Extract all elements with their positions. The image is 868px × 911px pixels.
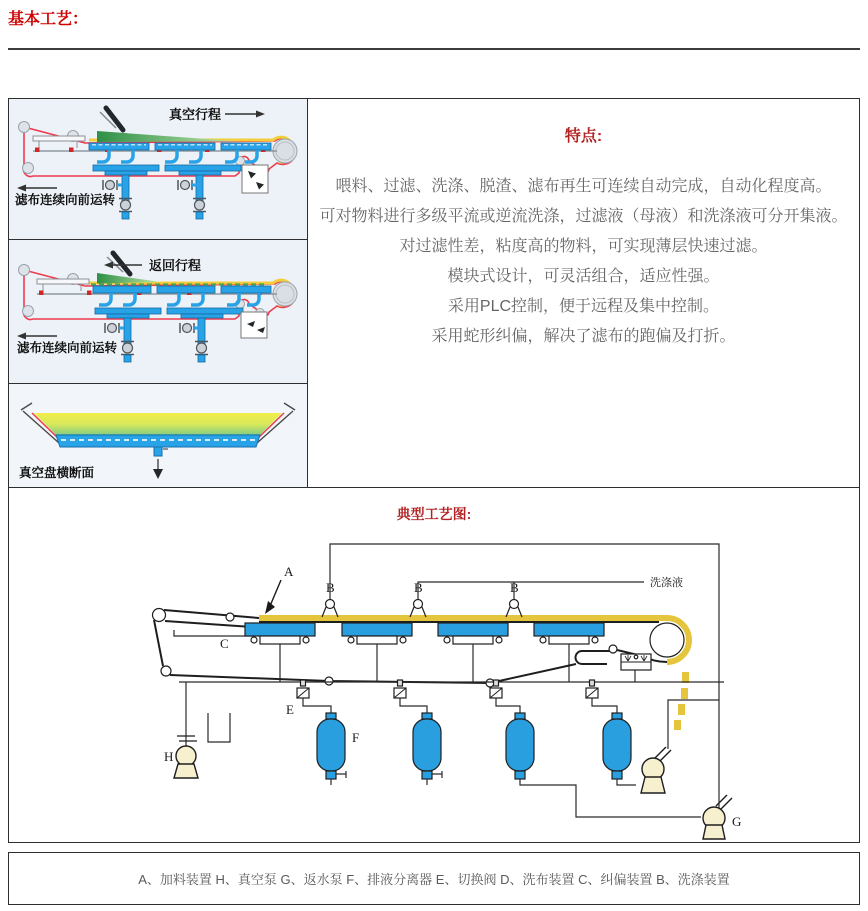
- vacuum-stroke-diagram: [9, 99, 307, 239]
- left-diagram-column: [8, 98, 308, 488]
- legend-box: [241, 312, 267, 338]
- cross-section-label: 真空盘横断面: [19, 466, 95, 480]
- belt-return: [170, 645, 617, 687]
- page-title: 基本工艺：: [8, 11, 89, 28]
- feature-item: 采用PLC控制，便于远程及集中控制。: [447, 298, 720, 315]
- label-B: B: [510, 580, 519, 595]
- process-diagram-heading: 典型工艺图:: [396, 506, 472, 522]
- label-B: B: [326, 580, 335, 595]
- process-flow-diagram: [84, 530, 784, 842]
- cross-section-diagram: [9, 384, 307, 487]
- wash-liquid-label: 洗涤液: [650, 577, 683, 589]
- vacuum-stroke-label: 真空行程: [169, 107, 222, 122]
- label-E: E: [286, 702, 294, 717]
- return-stroke-box: [8, 239, 308, 384]
- process-diagram-panel: [8, 487, 860, 843]
- feature-item: 模块式设计，可灵活组合，适应性强。: [447, 268, 720, 285]
- spray-nozzles: [322, 600, 522, 618]
- label-F: F: [352, 730, 360, 745]
- vacuum-stroke-box: [8, 98, 308, 240]
- return-stroke-diagram: [9, 240, 307, 383]
- label-C: C: [220, 636, 229, 651]
- switch-valves: [297, 680, 617, 713]
- feed-arrow-icon: [265, 580, 281, 614]
- vacuum-pump-H: [174, 682, 230, 778]
- return-stroke-label: 返回行程: [149, 258, 202, 273]
- caption-panel: [8, 852, 860, 905]
- return-pump-G: [703, 794, 732, 839]
- features-panel: [307, 98, 860, 488]
- cross-section-box: [8, 383, 308, 488]
- label-A: A: [284, 564, 294, 579]
- title-divider: [8, 48, 860, 50]
- cloth-wash-box: [621, 654, 651, 682]
- label-H: H: [164, 749, 174, 764]
- feed-end: [153, 609, 260, 677]
- vacuum-boxes: [245, 623, 604, 682]
- feature-item: 可对物料进行多级平流或逆流洗涤，过滤液（母液）和洗涤液可分开集液。: [319, 208, 848, 225]
- cake-layer: [34, 413, 282, 435]
- belt-direction-note: 滤布连续向前运转: [15, 193, 116, 207]
- content-panel: [8, 98, 860, 905]
- feature-item: 对过滤性差，粘度高的物料，可实现薄层快速过滤。: [399, 238, 768, 255]
- feature-item: 采用蛇形纠偏，解决了滤布的跑偏及打折。: [431, 328, 736, 345]
- top-row: [8, 98, 860, 488]
- belt-direction-note: 滤布连续向前运转: [17, 341, 118, 355]
- label-G: G: [732, 814, 742, 829]
- features-heading: 特点:: [564, 128, 603, 145]
- features-list: [308, 172, 859, 352]
- feature-item: 喂料、过滤、洗涤、脱渣、滤布再生可连续自动完成，自动化程度高。: [335, 178, 832, 195]
- label-B: B: [414, 580, 423, 595]
- legend-box: [242, 165, 268, 193]
- equipment-caption: A、加料装置 H、真空泵 G、返水泵 F、排液分离器 E、切换阀 D、洗布装置 C、纠偏装置 B、洗涤装置: [138, 872, 730, 887]
